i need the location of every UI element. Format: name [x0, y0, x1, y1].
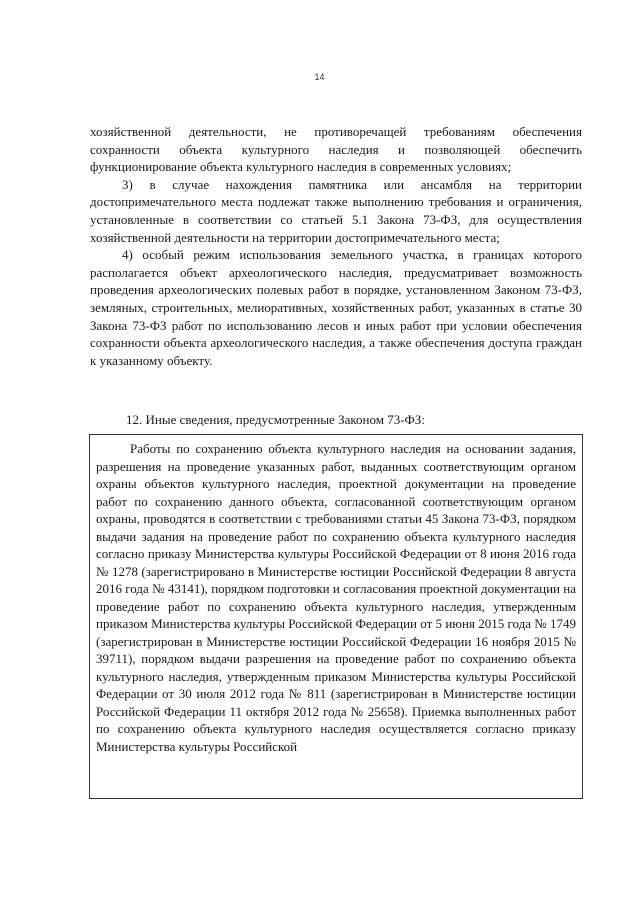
box-paragraph: Работы по сохранению объекта культурного наследия на основании задания, разрешения на проведение указанных работ, выданных соответствующим органом охраны объектов культурного наследия, проектной документации на проведение работ по сохранению данного объекта, согласованной соответствующим органом охраны, проводятся в соответствии с требованиями статьи 45 Закона 73-ФЗ, порядком выдачи задания на проведение работ по сохранению объекта культурного наследия согласно приказу Министерства культуры Российской Федерации от 8 июня 2016 года № 1278 (зарегистрировано в Министерстве юстиции Российской Федерации 8 августа 2016 года № 43141), порядком подготовки и согласования проектной документации на проведение работ по сохранению объекта культурного наследия, утвержденным приказом Министерства культуры Российской Федерации от 5 июня 2015 года № 1749 (зарегистрирован в Министерстве юстиции Российской Федерации 16 ноября 2015 № 39711), порядком выдачи разрешения на проведение работ по сохранению объекта культурного наследия, утвержденным приказом Министерства культуры Российской Федерации от 30 июля 2012 года № 811 (зарегистрирован в Министерстве юстиции Российской Федерации 11 октября 2012 года № 25658). Приемка выполненных работ по сохранению объекта культурного наследия осуществляется согласно приказу Министерства культуры Российской: [96, 441, 576, 754]
section-heading: 12. Иные сведения, предусмотренные Законом 73-ФЗ:: [126, 412, 425, 427]
bordered-text-box: [89, 434, 583, 799]
paragraph-item-3: 3) в случае нахождения памятника или ансамбля на территории достопримечательного места подлежат также выполнению требования и ограничения, установленные в соответствии со статьей 5.1 Закона 73-ФЗ, для осуществления хозяйственной деятельности на территории достопримечательного места;: [90, 176, 582, 245]
paragraph-item-4: 4) особый режим использования земельного участка, в границах которого располагается объект археологического наследия, предусматривает возможность проведения археологических полевых работ в порядке, установленном Законом 73-ФЗ, земляных, строительных, мелиоративных, хозяйственных работ, указанных в статье 30 Закона 73-ФЗ работ по использованию лесов и иных работ при условии обеспечения сохранности объекта археологического наследия, а также обеспечения доступа граждан к указанному объекту.: [90, 247, 582, 368]
body-text: [90, 123, 582, 369]
paragraph-continuation: хозяйственной деятельности, не противоречащей требованиям обеспечения сохранности объекта культурного наследия и позволяющей обеспечить функционирование объекта культурного наследия в современных условиях;: [90, 124, 582, 175]
page-number: 14: [314, 72, 325, 82]
